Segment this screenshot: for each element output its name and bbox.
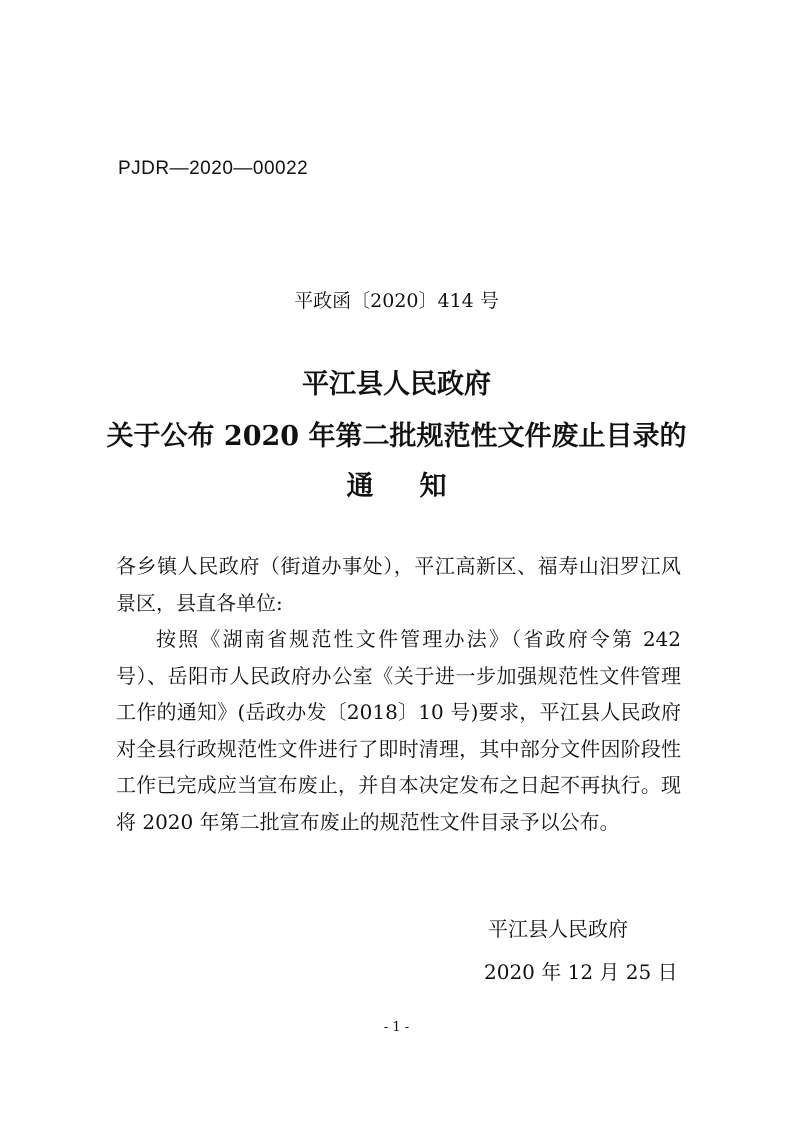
issue-date: 2020 年 12 月 25 日 xyxy=(484,960,678,984)
document-id: PJDR—2020—00022 xyxy=(118,158,309,179)
title-line-3: 通知 xyxy=(346,471,493,502)
salutation: 各乡镇人民政府（街道办事处），平江高新区、福寿山汨罗江风景区，县直各单位: xyxy=(116,554,681,615)
document-body xyxy=(116,548,681,840)
signer: 平江县人民政府 xyxy=(488,917,628,941)
body-paragraph: 按照《湖南省规范性文件管理办法》（省政府令第 242 号）、岳阳市人民政府办公室《关于进一步加强规范性文件管理工作的通知》(岳政办发〔2018〕10 号)要求，平江县人民政府对全县行政规范性文件进行了即时清理，其中部分文件因阶段性工作已完成应当宣布废止，并自本决定发布之日起不再执行。现将 2020 年第二批宣布废止的规范性文件目录予以公布。 xyxy=(116,627,681,834)
page-number: - 1 - xyxy=(383,1020,410,1035)
title-line-2: 关于公布 2020 年第二批规范性文件废止目录的 xyxy=(106,421,687,452)
title-line-1: 平江县人民政府 xyxy=(302,369,491,400)
file-number: 平政函〔2020〕414 号 xyxy=(294,290,499,312)
